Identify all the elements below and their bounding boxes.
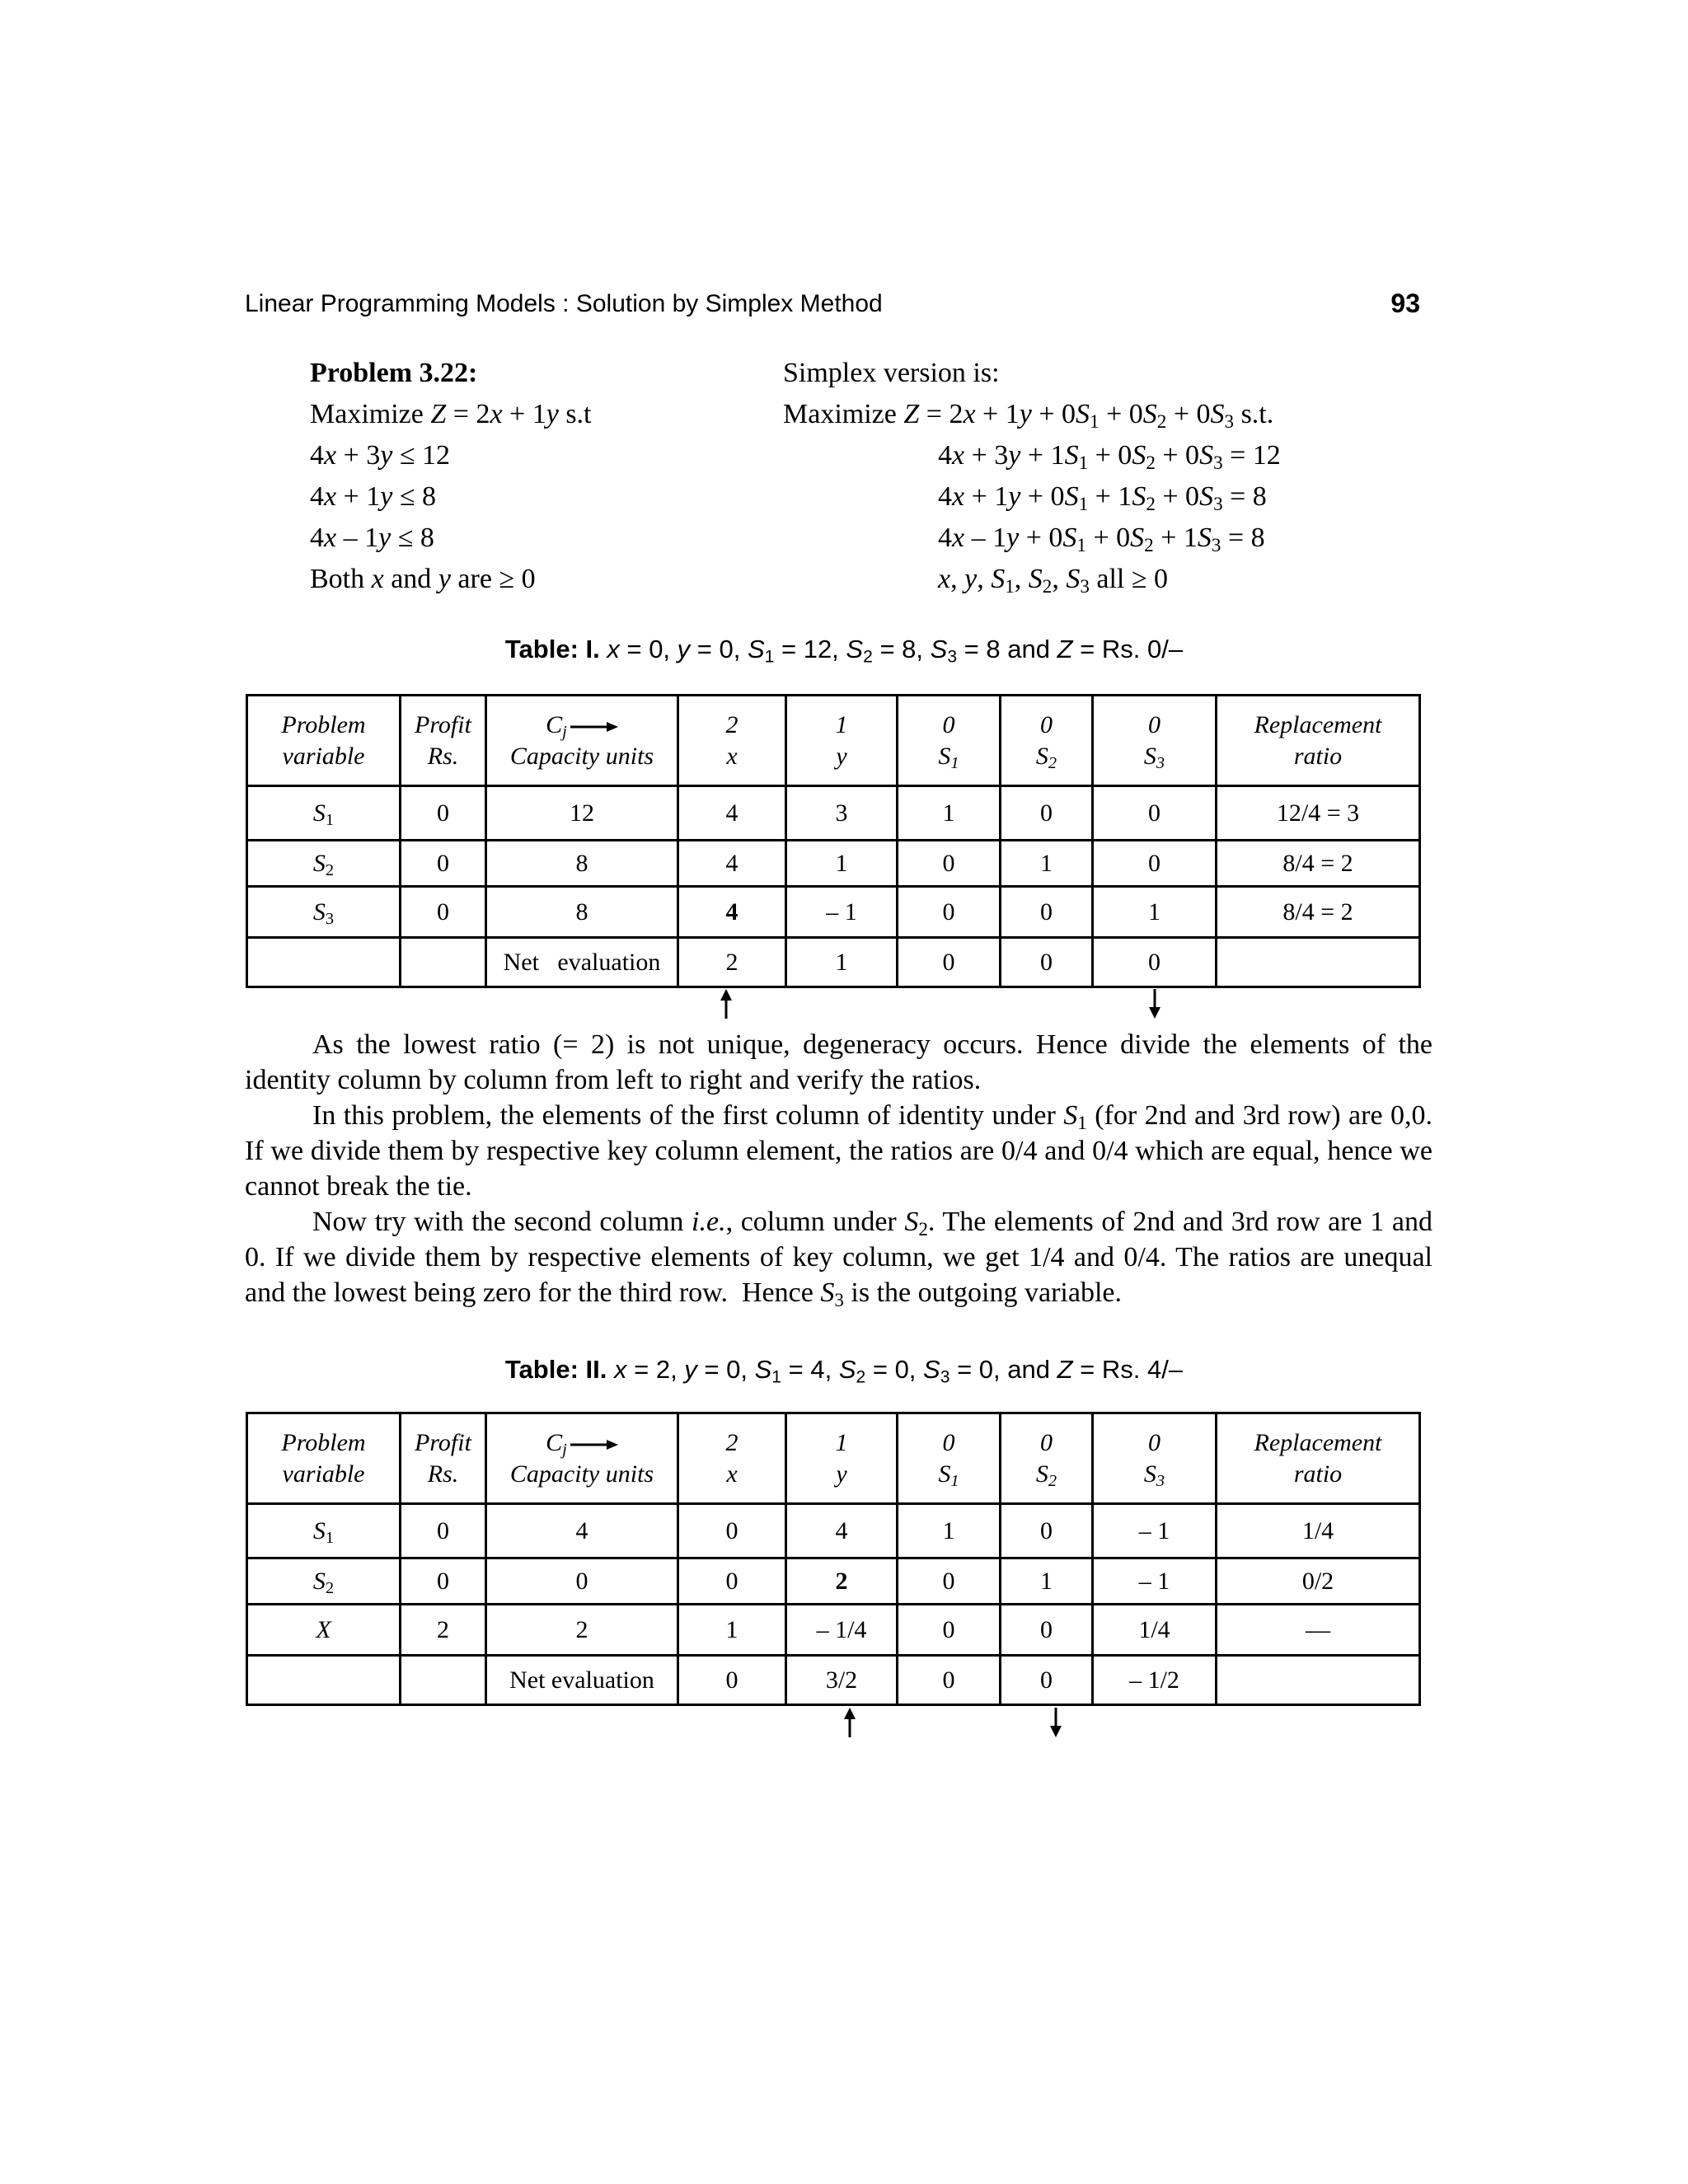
header-col-s1: 0 $S_1$ <box>898 696 1001 786</box>
table-1-caption-label: Table: I. <box>504 635 600 663</box>
table-row <box>247 841 1420 887</box>
header-capacity: $C_j$ Capacity units <box>486 696 678 786</box>
cell: 0 <box>1001 786 1093 841</box>
header-col-s3: 0 $S_3$ <box>1093 1413 1217 1504</box>
simplex-constraint-2: $4x + 1y + 0S_1 + 1S_2 + 0S_3 = 8$ <box>938 481 1267 515</box>
empty-cell <box>247 1656 401 1705</box>
row-capacity: 2 <box>486 1605 678 1656</box>
header-col-s2: 0 $S_2$ <box>1001 696 1093 786</box>
row-ratio: 8/4 = 2 <box>1217 887 1420 938</box>
cell: 0 <box>898 1558 1001 1605</box>
header-problem-variable: Problem variable <box>247 696 401 786</box>
table-row <box>247 887 1420 938</box>
header-replacement-ratio: Replacement ratio <box>1217 696 1420 786</box>
arrow-right-icon <box>570 721 618 733</box>
page-number: 93 <box>1390 288 1420 318</box>
cell: 0 <box>898 1605 1001 1656</box>
net-evaluation-row <box>247 938 1420 987</box>
row-ratio: 1/4 <box>1217 1504 1420 1558</box>
non-negativity: Both x and y are ≥ 0 <box>310 564 536 594</box>
row-variable: $S_1$ <box>247 786 401 841</box>
cell: 4 <box>678 786 786 841</box>
paragraph: As the lowest ratio (= 2) is not unique, degeneracy occurs. Hence divide the elements of the identity column by column from left to right and verify the ratios. <box>245 1029 1432 1095</box>
row-profit: 0 <box>401 1558 486 1605</box>
row-variable: $S_3$ <box>247 887 401 938</box>
arrow-down-icon <box>1146 989 1163 1019</box>
row-profit: 0 <box>401 887 486 938</box>
empty-cell <box>1217 1656 1420 1705</box>
empty-cell <box>401 1656 486 1705</box>
header-replacement-ratio: Replacement ratio <box>1217 1413 1420 1504</box>
problem-right-column <box>783 353 1281 600</box>
net-value: 1 <box>786 938 898 987</box>
row-capacity: 12 <box>486 786 678 841</box>
header-col-y: 1 y <box>786 696 898 786</box>
row-variable: $S_1$ <box>247 1504 401 1558</box>
key-element-cell: 4 <box>678 887 786 938</box>
table-row <box>247 1605 1420 1656</box>
row-ratio: — <box>1217 1605 1420 1656</box>
problem-heading: Problem 3.22: <box>310 358 478 388</box>
table-row <box>247 1558 1420 1605</box>
table-header-row <box>247 696 1420 786</box>
simplex-constraint-1: $4x + 3y + 1S_1 + 0S_2 + 0S_3 = 12$ <box>938 440 1281 474</box>
header-col-s3: 0 $S_3$ <box>1093 696 1217 786</box>
cell: – 1 <box>1093 1504 1217 1558</box>
arrow-down-icon <box>1048 1708 1064 1737</box>
net-value: 0 <box>1001 1656 1093 1705</box>
empty-cell <box>1217 938 1420 987</box>
row-ratio: 8/4 = 2 <box>1217 841 1420 887</box>
net-value: 0 <box>1001 938 1093 987</box>
cell: 3 <box>786 786 898 841</box>
row-profit: 0 <box>401 786 486 841</box>
table-header-row <box>247 1413 1420 1504</box>
cell: 1 <box>898 786 1001 841</box>
cell: – 1 <box>1093 1558 1217 1605</box>
header-profit: Profit Rs. <box>401 1413 486 1504</box>
problem-objective: Maximize Z = 2x + 1y s.t <box>310 399 592 429</box>
empty-cell <box>401 938 486 987</box>
cell: 1 <box>1001 1558 1093 1605</box>
simplex-constraint-3: $4x - 1y + 0S_1 + 0S_2 + 1S_3 = 8$ <box>938 523 1265 556</box>
cell: 0 <box>678 1504 786 1558</box>
header-problem-variable: Problem variable <box>247 1413 401 1504</box>
simplex-table-1 <box>246 694 1421 988</box>
table-2-caption-label: Table: II. <box>504 1355 607 1384</box>
cell: – 1/4 <box>786 1605 898 1656</box>
net-value: 0 <box>1093 938 1217 987</box>
cell: 0 <box>898 887 1001 938</box>
net-evaluation-label: Net evaluation <box>486 938 678 987</box>
header-col-s2: 0 $S_2$ <box>1001 1413 1093 1504</box>
cell: 1 <box>678 1605 786 1656</box>
net-value: 0 <box>678 1656 786 1705</box>
net-value: 2 <box>678 938 786 987</box>
row-variable: $S_2$ <box>247 841 401 887</box>
table-row <box>247 1504 1420 1558</box>
cell: 1 <box>898 1504 1001 1558</box>
cell: 1 <box>1001 841 1093 887</box>
cell: 0 <box>1001 1504 1093 1558</box>
key-element-cell: 2 <box>786 1558 898 1605</box>
arrow-up-icon <box>718 989 734 1019</box>
paragraph: Now try with the second column i.e., column under $S_2$. The elements of 2nd and 3rd row are 1 and 0. If we divide them by respective elements of key column, we get 1/4 and 0/4. The ratios are unequal and the lowest being zero for the third row. Hence $S_3$ is the outgoing variable. <box>245 1207 1432 1311</box>
constraint-1: 4x + 3y ≤ 12 <box>310 440 451 471</box>
row-profit: 2 <box>401 1605 486 1656</box>
arrow-right-icon <box>570 1439 618 1451</box>
cell: 0 <box>1093 841 1217 887</box>
net-value: 3/2 <box>786 1656 898 1705</box>
header-profit: Profit Rs. <box>401 696 486 786</box>
simplex-heading: Simplex version is: <box>783 358 1000 388</box>
explanation-text <box>245 1027 1432 1310</box>
header-col-y: 1 y <box>786 1413 898 1504</box>
cell: 0 <box>1001 887 1093 938</box>
simplex-objective: Maximize $Z = 2x + 1y + 0S_1 + 0S_2 + 0S_3$ s.t. <box>783 399 1274 433</box>
header-col-x: 2 x <box>678 1413 786 1504</box>
cell: 0 <box>898 841 1001 887</box>
simplex-non-negativity: x, y, $S_1$, $S_2$, $S_3$ all ≥ 0 <box>938 564 1169 598</box>
constraint-3: 4x – 1y ≤ 8 <box>310 523 434 553</box>
cell: 1 <box>786 841 898 887</box>
empty-cell <box>247 938 401 987</box>
row-variable: $S_2$ <box>247 1558 401 1605</box>
table-1-caption: Table: I. x = 0, y = 0, $S_1 = 12$, $S_2 = 8$, $S_3 = 8$ and Z = Rs. 0/– <box>504 635 1184 667</box>
net-value: 0 <box>898 938 1001 987</box>
row-profit: 0 <box>401 1504 486 1558</box>
paragraph: In this problem, the elements of the first column of identity under $S_1$ (for 2nd and 3rd row) are 0,0. If we divide them by respective key column element, the ratios are 0/4 and 0/4 which are equal, hence we cannot break the tie. <box>245 1100 1432 1202</box>
cell: 1 <box>1093 887 1217 938</box>
header-col-s1: 0 $S_1$ <box>898 1413 1001 1504</box>
net-value: 0 <box>898 1656 1001 1705</box>
row-capacity: 8 <box>486 887 678 938</box>
table-row <box>247 786 1420 841</box>
cell: – 1 <box>786 887 898 938</box>
net-evaluation-row <box>247 1656 1420 1705</box>
constraint-2: 4x + 1y ≤ 8 <box>310 481 437 512</box>
header-col-x: 2 x <box>678 696 786 786</box>
arrow-up-icon <box>842 1708 858 1737</box>
row-ratio: 12/4 = 3 <box>1217 786 1420 841</box>
cell: 0 <box>678 1558 786 1605</box>
cell: 4 <box>678 841 786 887</box>
row-capacity: 4 <box>486 1504 678 1558</box>
row-capacity: 8 <box>486 841 678 887</box>
problem-left-column <box>310 353 592 600</box>
cell: 1/4 <box>1093 1605 1217 1656</box>
row-profit: 0 <box>401 841 486 887</box>
cell: 4 <box>786 1504 898 1558</box>
header-capacity: $C_j$ Capacity units <box>486 1413 678 1504</box>
net-value: – 1/2 <box>1093 1656 1217 1705</box>
row-ratio: 0/2 <box>1217 1558 1420 1605</box>
cell: 0 <box>1001 1605 1093 1656</box>
simplex-table-2 <box>246 1412 1421 1706</box>
running-header-title: Linear Programming Models : Solution by Simplex Method <box>245 290 883 317</box>
row-capacity: 0 <box>486 1558 678 1605</box>
net-evaluation-label: Net evaluation <box>486 1656 678 1705</box>
table-2-caption: Table: II. x = 2, y = 0, $S_1 = 4$, $S_2 = 0$, $S_3 = 0$, and Z = Rs. 4/– <box>504 1355 1184 1387</box>
row-variable: X <box>247 1605 401 1656</box>
cell: 0 <box>1093 786 1217 841</box>
